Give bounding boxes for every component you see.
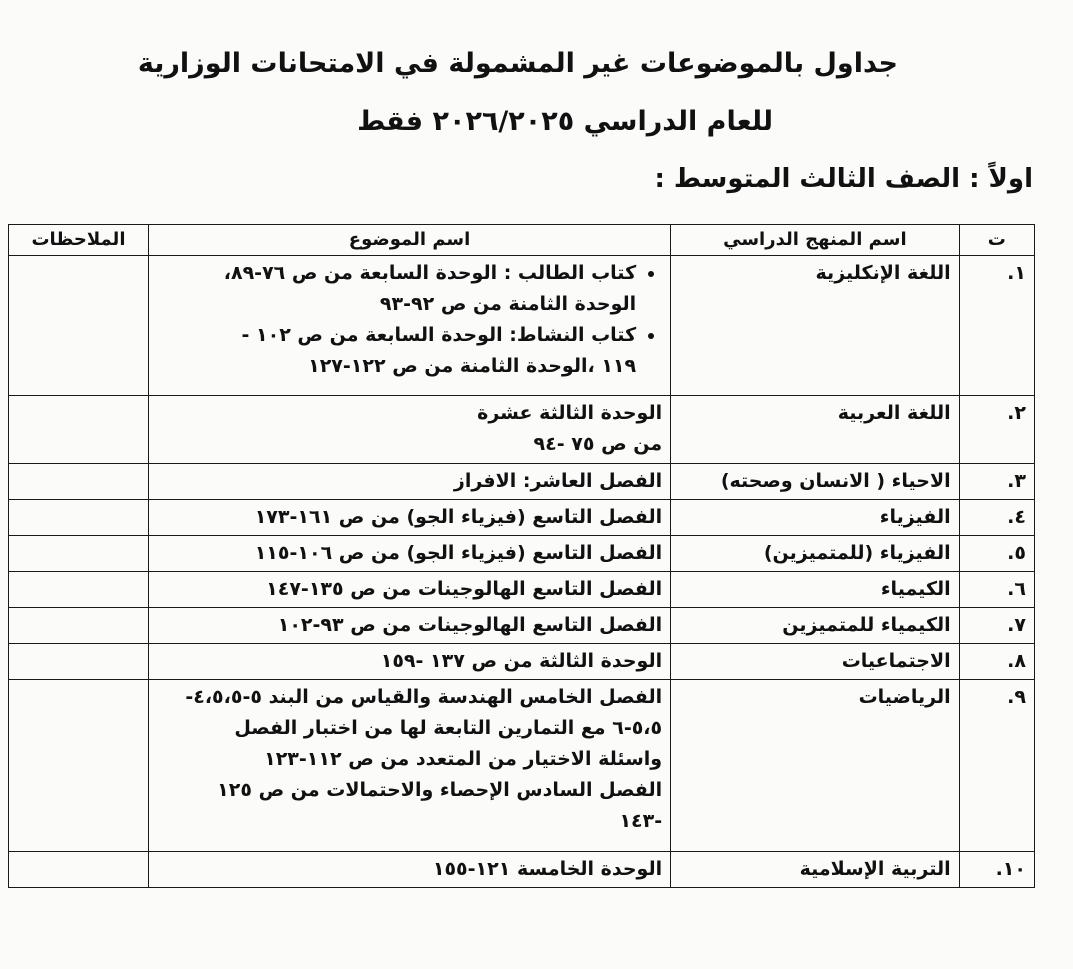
row-notes (9, 644, 149, 680)
bullet-text: ١١٩ ،الوحدة الثامنة من ص ١٢٢-١٢٧ (308, 355, 637, 377)
row-notes (9, 572, 149, 608)
row-subject: الرياضيات (671, 680, 960, 852)
row-subject: الاجتماعيات (671, 644, 960, 680)
row-topic (148, 396, 670, 464)
list-item (157, 258, 636, 320)
row-number: ٨. (959, 644, 1034, 680)
header-num: ت (959, 225, 1034, 256)
section-heading: اولاً : الصف الثالث المتوسط : (654, 164, 1033, 194)
topic-line: واسئلة الاختيار من المتعدد من ص ١١٢-١٢٣ (264, 748, 663, 770)
topic-line: الوحدة الثالثة عشرة (477, 402, 663, 424)
row-subject: اللغة العربية (671, 396, 960, 464)
topic-line: من ص ٧٥ -٩٤ (533, 433, 663, 455)
table-row (9, 608, 1035, 644)
row-subject: الفيزياء (للمتميزين) (671, 536, 960, 572)
row-number: ٥. (959, 536, 1034, 572)
row-topic (148, 256, 670, 396)
row-notes (9, 536, 149, 572)
header-subject: اسم المنهج الدراسي (671, 225, 960, 256)
row-topic: الوحدة الثالثة من ص ١٣٧ -١٥٩ (148, 644, 670, 680)
row-topic: الفصل العاشر: الافراز (148, 464, 670, 500)
table-row (9, 680, 1035, 852)
row-subject: اللغة الإنكليزية (671, 256, 960, 396)
row-topic: الفصل التاسع (فيزياء الجو) من ص ١٦١-١٧٣ (148, 500, 670, 536)
table-row (9, 536, 1035, 572)
row-subject: الاحياء ( الانسان وصحته) (671, 464, 960, 500)
row-notes (9, 680, 149, 852)
row-notes (9, 500, 149, 536)
excluded-topics-table (8, 224, 1035, 888)
table-row (9, 644, 1035, 680)
row-number: ٦. (959, 572, 1034, 608)
row-number: ٩. (959, 680, 1034, 852)
topic-line: ٥،٥-٦ مع التمارين التابعة لها من اختبار الفصل (234, 717, 663, 739)
row-topic: الفصل التاسع (فيزياء الجو) من ص ١٠٦-١١٥ (148, 536, 670, 572)
row-number: ١٠. (959, 852, 1034, 888)
document-subtitle: للعام الدراسي ٢٠٢٦/٢٠٢٥ فقط (357, 106, 773, 137)
header-topic: اسم الموضوع (148, 225, 670, 256)
row-subject: الكيمياء للمتميزين (671, 608, 960, 644)
table-row (9, 396, 1035, 464)
bullet-text: الوحدة السابعة من ص ١٠٢ - (241, 324, 503, 346)
table-row (9, 852, 1035, 888)
row-notes (9, 256, 149, 396)
row-subject: التربية الإسلامية (671, 852, 960, 888)
row-topic (148, 680, 670, 852)
row-notes (9, 608, 149, 644)
row-number: ٧. (959, 608, 1034, 644)
bullet-label: كتاب النشاط: (509, 324, 637, 346)
bullet-text: الوحدة السابعة من ص ٧٦-٨٩، (223, 262, 498, 284)
row-number: ٤. (959, 500, 1034, 536)
row-number: ٣. (959, 464, 1034, 500)
row-topic: الفصل التاسع الهالوجينات من ص ١٣٥-١٤٧ (148, 572, 670, 608)
row-topic: الوحدة الخامسة ١٢١-١٥٥ (148, 852, 670, 888)
row-notes (9, 464, 149, 500)
topic-line: الفصل السادس الإحصاء والاحتمالات من ص ١٢٥ (217, 779, 663, 801)
table-row (9, 500, 1035, 536)
row-notes (9, 852, 149, 888)
topic-bullet-list (157, 258, 662, 382)
header-notes: الملاحظات (9, 225, 149, 256)
row-subject: الكيمياء (671, 572, 960, 608)
table-row (9, 464, 1035, 500)
list-item (157, 320, 636, 382)
topic-line: الفصل الخامس الهندسة والقياس من البند ٥-٤،٥،٥- (185, 686, 663, 708)
row-notes (9, 396, 149, 464)
table-row (9, 572, 1035, 608)
row-number: ١. (959, 256, 1034, 396)
document-title: جداول بالموضوعات غير المشمولة في الامتحانات الوزارية (137, 48, 898, 79)
row-number: ٢. (959, 396, 1034, 464)
row-subject: الفيزياء (671, 500, 960, 536)
topic-line: -١٤٣ (619, 810, 663, 832)
bullet-text: الوحدة الثامنة من ص ٩٢-٩٣ (379, 293, 637, 315)
table-header-row (9, 225, 1035, 256)
row-topic: الفصل التاسع الهالوجينات من ص ٩٣-١٠٢ (148, 608, 670, 644)
bullet-label: كتاب الطالب : (503, 262, 637, 284)
table-row (9, 256, 1035, 396)
